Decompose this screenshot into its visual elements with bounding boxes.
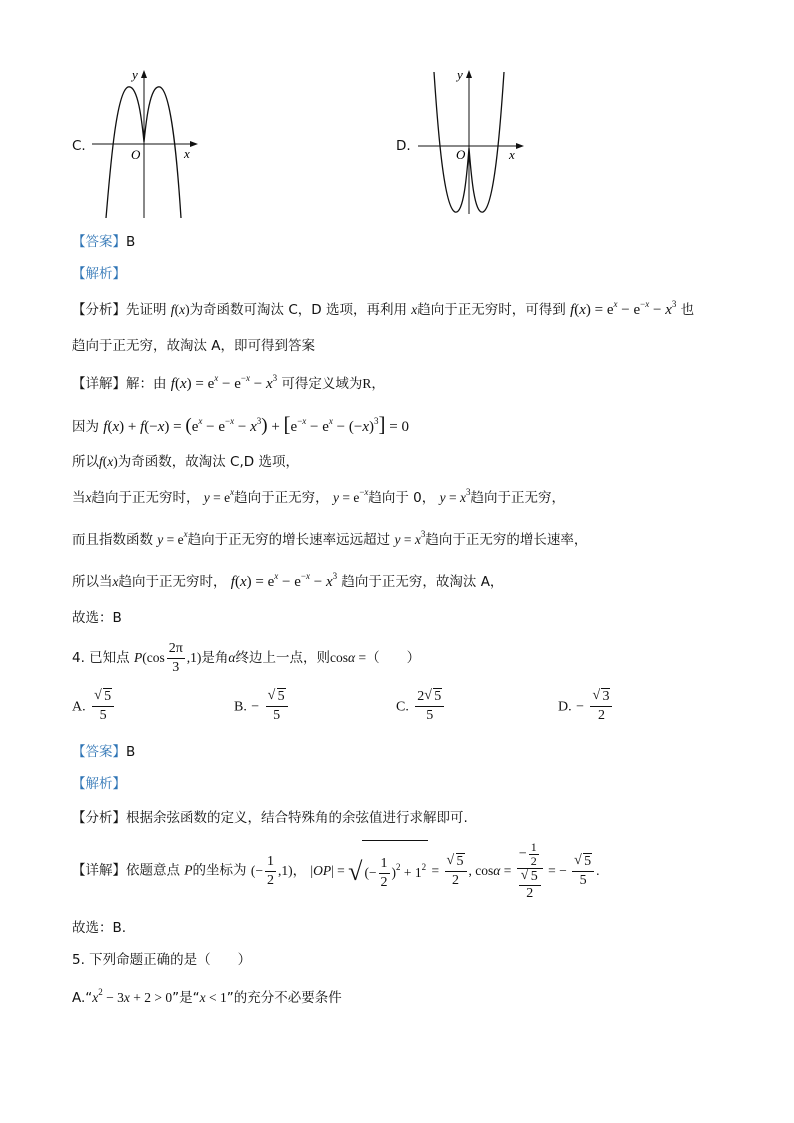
detail-text: 而且指数函数 <box>72 532 153 548</box>
frac-2pi-3: $\frac{2\pi}{3}$ <box>168 641 183 676</box>
q3-answer-line <box>72 232 135 252</box>
graph-d-y-arrow <box>466 70 472 78</box>
math-cube: $y = x^3$ <box>439 487 471 505</box>
q3-detail-line2 <box>72 414 409 437</box>
math-exp-neg: $y = e^{-x}$ <box>332 487 369 505</box>
q3-choose: 故选：B <box>72 610 122 626</box>
answer-value: B <box>126 744 136 760</box>
detail-text: 依题意点 <box>126 862 180 879</box>
answer-tag: 【答案】 <box>72 234 126 250</box>
answer-value: B <box>126 234 136 250</box>
radicand: 5 <box>277 689 285 704</box>
denominator: 5 <box>426 708 434 723</box>
q4-answer-line <box>72 742 135 762</box>
detail-text: 为奇函数，故淘汰 C,D 选项， <box>117 454 299 470</box>
detail-text: 所以 <box>72 454 99 470</box>
graph-d-x-label: x <box>509 147 515 162</box>
analysis-tag: 【解析】 <box>72 776 126 792</box>
detail-text: 趋向于 0， <box>368 490 436 506</box>
q4-option-a[interactable] <box>72 688 116 725</box>
math-exp: $y = e^x$ <box>203 487 235 505</box>
math-x: x <box>85 490 92 505</box>
math-exp: $y = e^x$ <box>157 529 188 547</box>
graph-c-x-label: x <box>184 146 190 161</box>
fenxi-tag: 【分析】 <box>72 302 126 318</box>
math-op-length: |OP| = √ (− $\frac{1}{2}$ )$^2 + 1^2$ = √ $\frac{5}{2}$ , cosα = − $\frac{1}{2}$ √ $\frac{5}{2}$ = − √ $\frac{5}{5}$ . <box>310 863 599 878</box>
graph-d-origin-label: O <box>456 147 466 162</box>
option-sign: − <box>251 699 260 715</box>
math-alpha: α <box>228 650 236 665</box>
q4-choose: 故选：B. <box>72 920 127 936</box>
q4-stem-text: 终边上一点，则 <box>235 650 331 666</box>
q4-option-d[interactable] <box>558 688 614 725</box>
math-cube: $y = x^3$ <box>394 529 426 547</box>
fenxi-text: 先证明 <box>126 302 167 318</box>
q4-stem-text: （ ） <box>366 650 421 666</box>
math-quadratic: $x^2 - 3x + 2 > 0$ <box>92 987 173 1005</box>
detail-text: 所以当 <box>72 574 113 590</box>
q3-detail-line5 <box>72 530 587 550</box>
option-text: ”的充分不必要条件 <box>226 990 342 1006</box>
option-fraction <box>415 688 444 725</box>
answer-tag: 【答案】 <box>72 744 126 760</box>
detail-text: 趋向于正无穷时， <box>118 574 227 590</box>
option-text: ”是“ <box>172 990 200 1006</box>
math-point-p: P(cos $\frac{2\pi}{3}$ ,1) <box>133 641 202 676</box>
detail-tag: 【详解】 <box>72 376 126 392</box>
q3-detail-line6 <box>72 572 503 592</box>
detail-text: 趋向于正无穷时， <box>91 490 200 506</box>
option-fraction <box>590 688 612 725</box>
graph-option-d <box>414 62 534 222</box>
graph-option-c <box>88 62 208 222</box>
math-x: x <box>411 302 418 317</box>
detail-text: 因为 <box>72 419 99 435</box>
denominator: 5 <box>99 708 107 723</box>
graph-d-y-label: y <box>457 67 463 82</box>
detail-text: 趋向于正无穷，故淘汰 A， <box>341 574 504 590</box>
denominator: 2 <box>597 708 605 723</box>
option-label: D. <box>558 699 572 715</box>
option-fraction <box>92 688 114 725</box>
option-sign: − <box>576 699 584 715</box>
q4-fenxi-line <box>72 808 468 828</box>
math-inequality: x < 1 <box>199 990 227 1005</box>
q4-option-b[interactable] <box>234 688 290 725</box>
math-x: x <box>112 574 119 589</box>
option-fraction <box>266 688 288 725</box>
q4-stem-text: 4. 已知点 <box>72 650 130 666</box>
radicand: 5 <box>434 689 442 704</box>
graph-c-y-label: y <box>132 67 138 82</box>
detail-text: 趋向于正无穷的增长速率， <box>425 532 588 548</box>
fenxi-text: 也 <box>680 302 695 318</box>
option-coef: 2 <box>417 689 425 704</box>
radicand: 5 <box>104 689 112 704</box>
math-coordinates: (− $\frac{1}{2}$ ,1)， <box>250 854 307 888</box>
fenxi-text: 为奇函数可淘汰 C，D 选项，再利用 <box>189 302 407 318</box>
detail-tag: 【详解】 <box>72 862 126 879</box>
q4-detail-line <box>72 840 600 903</box>
detail-text: 的坐标为 <box>192 862 247 879</box>
detail-text: 可得定义域为 <box>281 376 363 392</box>
option-label: B. <box>234 699 247 715</box>
math-cos-alpha: cosα = <box>330 650 367 665</box>
detail-text: ， <box>371 376 385 392</box>
q4-stem <box>72 638 420 678</box>
q4-stem-text: 是角 <box>201 650 229 666</box>
math-p: P <box>184 862 193 878</box>
graph-c-x-arrow <box>190 141 198 147</box>
fenxi-text: 趋向于正无穷时，可得到 <box>417 302 566 318</box>
math-function-def: $f(x) = e^x - e^{-x} - x^3$ <box>570 299 677 318</box>
domain-r: R <box>362 376 372 391</box>
detail-text: 趋向于正无穷， <box>234 490 329 506</box>
math-paren-x: (x) <box>174 302 190 317</box>
detail-text: 解：由 <box>126 376 167 392</box>
q3-fenxi-line1 <box>72 300 694 320</box>
option-text: A.“ <box>72 990 93 1006</box>
option-c-label: C. <box>72 138 86 154</box>
analysis-tag: 【解析】 <box>72 266 126 282</box>
fenxi-text: 根据余弦函数的定义，结合特殊角的余弦值进行求解即可. <box>126 810 468 826</box>
fenxi-tag: 【分析】 <box>72 810 126 826</box>
q3-detail-line4 <box>72 488 565 508</box>
denominator: 5 <box>273 708 281 723</box>
math-paren-x: (x) <box>102 454 118 469</box>
math-fx: f <box>99 454 103 469</box>
math-function-def: $f(x) = e^x - e^{-x} - x^3$ <box>230 571 338 590</box>
radicand: 3 <box>602 689 610 704</box>
q5-option-a[interactable] <box>72 988 342 1008</box>
detail-text: 当 <box>72 490 86 506</box>
math-fx: f <box>170 302 175 317</box>
graph-d-x-arrow <box>516 143 524 149</box>
q3-detail-line3 <box>72 452 299 472</box>
q5-stem: 5. 下列命题正确的是（ ） <box>72 952 252 968</box>
math-odd-proof: $f(x) + f(-x) = (e^x - e^{-x} - x^3) + [e^{-x} - e^x - (-x)^3] = 0$ <box>103 412 409 436</box>
option-label: C. <box>396 699 409 715</box>
sqrt-symbol <box>94 688 112 706</box>
detail-text: 趋向于正无穷， <box>470 490 565 506</box>
sqrt-symbol <box>424 688 442 706</box>
math-function-def: $f(x) = e^x - e^{-x} - x^3$ <box>170 373 278 392</box>
q3-detail-line1 <box>72 374 385 394</box>
q4-option-c[interactable] <box>396 688 446 725</box>
q3-fenxi-line2: 趋向于正无穷，故淘汰 A，即可得到答案 <box>72 338 316 354</box>
option-d-label: D. <box>396 138 411 154</box>
sqrt-symbol <box>592 688 610 706</box>
graph-c-origin-label: O <box>131 147 141 162</box>
detail-text: 趋向于正无穷的增长速率远远超过 <box>187 532 391 548</box>
option-label: A. <box>72 699 86 715</box>
graph-c-y-arrow <box>141 70 147 78</box>
sqrt-symbol <box>268 688 286 706</box>
